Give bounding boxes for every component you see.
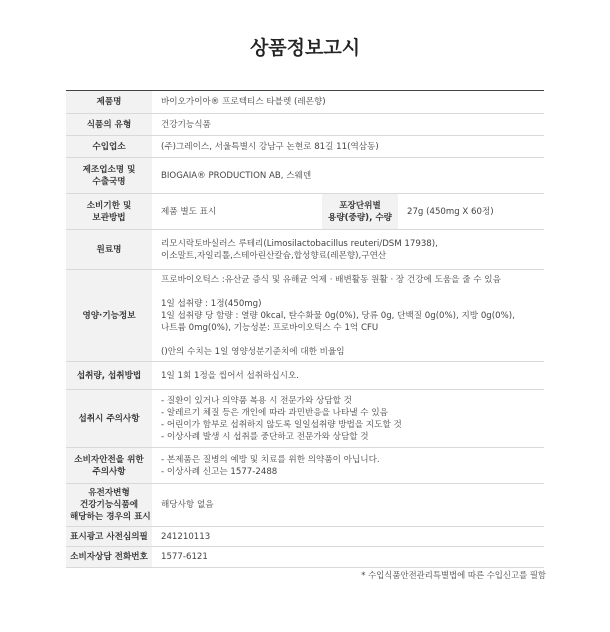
row-value: - 본제품은 질병의 예방 및 치료를 위한 의약품이 아닙니다. - 이상사례 신고는 1577-2488 — [152, 448, 544, 484]
table-row — [66, 484, 544, 527]
table-row — [66, 158, 544, 194]
row-label: 제품명 — [66, 91, 152, 114]
row-value: (주)그레이스, 서울특별시 강남구 논현로 81길 11(역삼동) — [152, 136, 544, 158]
row-value: 241210113 — [152, 527, 544, 547]
table-row — [66, 91, 544, 114]
row-value-secondary: 27g (450mg X 60정) — [398, 194, 544, 230]
page-title: 상품정보고시 — [249, 37, 361, 59]
table-row — [66, 448, 544, 484]
row-value: 제품 별도 표시 — [152, 194, 322, 230]
row-value: 프로바이오틱스 :유산균 증식 및 유해균 억제 · 배변활동 원활 · 장 건강에 도움을 줄 수 있음 1일 섭취량 : 1정(450mg) 1일 섭취량 당 함량 : 열량 0kcal, 탄수화물 0g(0%), 당류 0g, 단백질 0g(0%), 지방 0g(0%), 나트륨 0mg(0%), 기능성분: 프로바이오틱스 수 1억 CFU ()안의 수치는 1일 영양성분기준치에 대한 비율임 — [152, 270, 544, 362]
row-value: - 질환이 있거나 의약품 복용 시 전문가와 상담할 것 - 알레르기 체질 등은 개인에 따라 과민반응을 나타낼 수 있음 - 어린이가 함부로 섭취하지 않도록 일일섭취량 방법을 지도할 것 - 이상사례 발생 시 섭취를 중단하고 전문가와 상담할 것 — [152, 390, 544, 448]
table-row — [66, 362, 544, 390]
row-label: 표시광고 사전심의필 — [66, 527, 152, 547]
row-label: 소비기한 및 보관방법 — [66, 194, 152, 230]
row-value: 해당사항 없음 — [152, 484, 544, 527]
table-row — [66, 527, 544, 547]
table-row — [66, 547, 544, 568]
table-row — [66, 136, 544, 158]
row-label: 제조업소명 및 수출국명 — [66, 158, 152, 194]
row-value: 1577-6121 — [152, 547, 544, 568]
table-row — [66, 270, 544, 362]
row-label: 섭취시 주의사항 — [66, 390, 152, 448]
row-value: BIOGAIA® PRODUCTION AB, 스웨덴 — [152, 158, 544, 194]
row-label: 원료명 — [66, 230, 152, 270]
row-label: 수입업소 — [66, 136, 152, 158]
table-row — [66, 230, 544, 270]
row-label: 소비자안전을 위한 주의사항 — [66, 448, 152, 484]
product-info-table — [66, 90, 544, 568]
row-label: 소비자상담 전화번호 — [66, 547, 152, 568]
row-label: 섭취량, 섭취방법 — [66, 362, 152, 390]
import-notice-footnote: * 수입식품안전관리특별법에 따른 수입신고를 필함 — [361, 570, 546, 580]
table-row — [66, 194, 544, 230]
row-label: 식품의 유형 — [66, 114, 152, 136]
table-row — [66, 114, 544, 136]
table-row — [66, 390, 544, 448]
row-label-secondary: 포장단위별 용량(중량), 수량 — [322, 194, 398, 230]
row-label: 유전자변형 건강기능식품에 해당하는 경우의 표시 — [66, 484, 152, 527]
row-label: 영양·기능정보 — [66, 270, 152, 362]
row-value: 건강기능식품 — [152, 114, 544, 136]
row-value: 바이오가이아® 프로텍티스 타블렛 (레몬향) — [152, 91, 544, 114]
row-value: 리모시락토바실러스 루테리(Limosilactobacillus reuteri/DSM 17938), 이소말트,자일리톨,스테아린산칼슘,합성향료(레몬향),구연산 — [152, 230, 544, 270]
row-value: 1일 1회 1정을 씹어서 섭취하십시오. — [152, 362, 544, 390]
